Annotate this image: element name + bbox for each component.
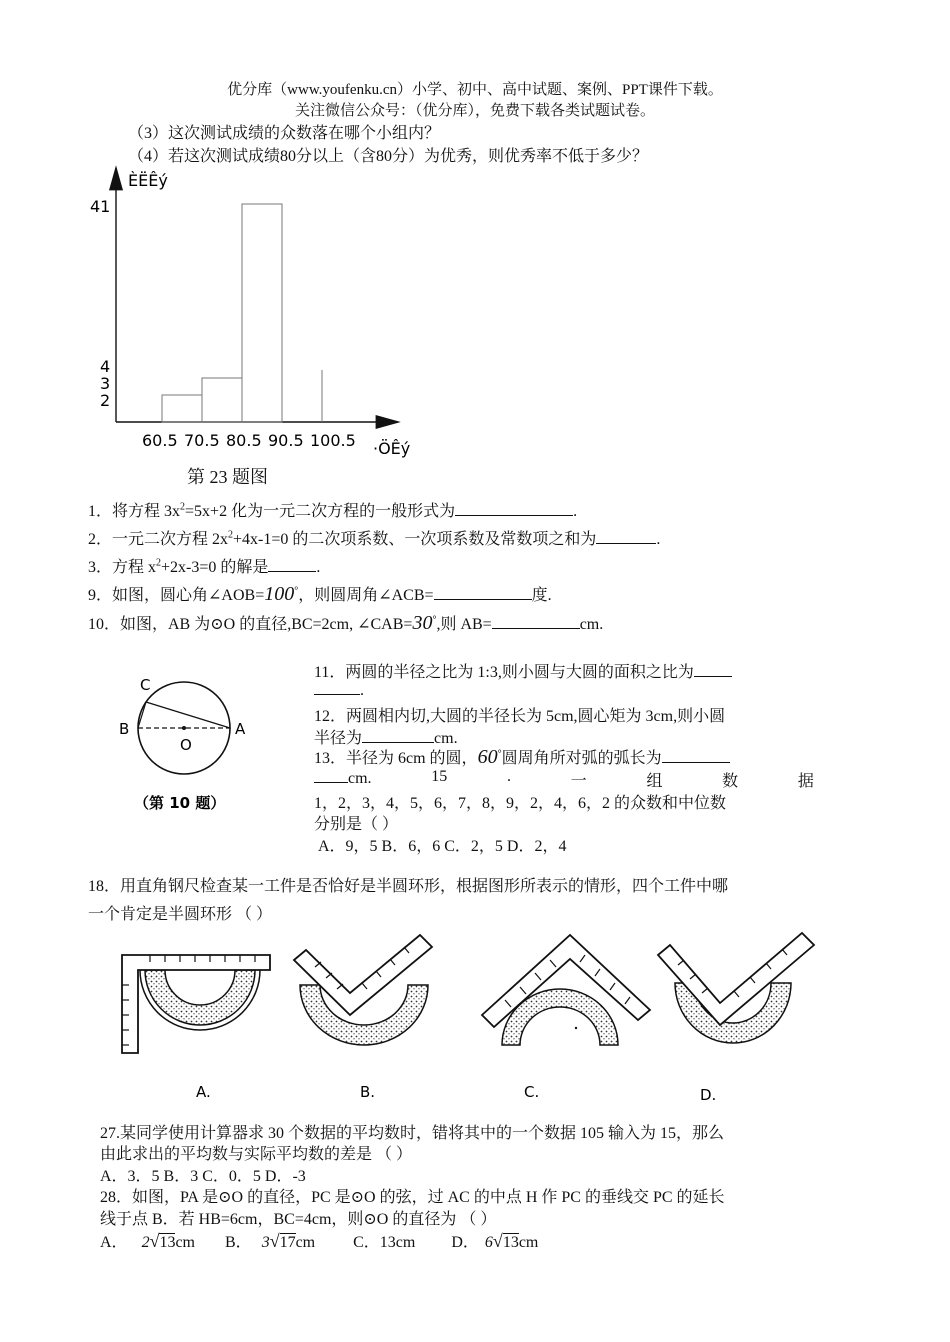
- header-line-1: 优分库（www.youfenku.cn）小学、初中、高中试题、案例、PPT课件下载。: [227, 82, 723, 98]
- histogram-bar: [162, 395, 202, 422]
- y-axis-label: ÈËÊý: [128, 171, 168, 190]
- histogram-bar: [202, 378, 242, 422]
- question-2: 2．一元二次方程 $2x^2+4x-1=0$ 的二次项系数、一次项系数及常数项之和为 .: [88, 529, 661, 548]
- q23-caption: 第 23 题图: [187, 467, 268, 487]
- y-tick-label: 4: [100, 357, 111, 376]
- answer-blank[interactable]: [434, 585, 532, 600]
- figure-18-workpieces: [110, 925, 830, 1110]
- question-27-cont: 由此求出的平均数与实际平均数的差是 （ ）: [100, 1146, 413, 1163]
- q23-sub3: （3）这次测试成绩的众数落在哪个小组内？: [128, 125, 441, 142]
- answer-blank[interactable]: [662, 748, 730, 763]
- question-28-options: A． 2√13cm B． 3√17cm C．13cm D． 6√13cm: [100, 1231, 539, 1251]
- histogram-bar: [242, 204, 282, 422]
- figure-10-caption: （第 10 题）: [134, 794, 226, 812]
- workpiece-c: [482, 935, 650, 1045]
- x-tick-label: 100.5: [310, 431, 356, 450]
- question-28: 28．如图，PA 是⊙O 的直径，PC 是⊙O 的弦，过 AC 的中点 H 作 PC 的垂线交 PC 的延长: [100, 1189, 725, 1206]
- question-15-line-1: cm. 15 . 一 组 数 据: [314, 768, 814, 791]
- answer-blank[interactable]: [694, 662, 732, 677]
- center-point: [182, 726, 186, 730]
- x-axis-label: ·ÖÊý: [373, 439, 411, 458]
- question-3: 3．方程 $x^2+2x-3=0$ 的解是 .: [88, 557, 321, 576]
- x-tick-label: 60.5: [142, 431, 178, 450]
- header-line-2: 关注微信公众号：（优分库），免费下载各类试题试卷。: [294, 103, 655, 119]
- question-27-options: A．3．5 B．3 C．0．5 D．-3: [100, 1168, 306, 1185]
- histogram-chart: [80, 160, 430, 465]
- label-c: C: [140, 676, 151, 694]
- question-15-line-2: 1，2，3，4，5，6，7，8，9，2，4，6，2 的众数和中位数: [314, 795, 727, 812]
- answer-blank[interactable]: [492, 614, 580, 629]
- label-b: B: [119, 720, 130, 738]
- answer-blank[interactable]: [268, 557, 316, 572]
- answer-blank[interactable]: [362, 728, 434, 743]
- answer-blank[interactable]: [314, 768, 348, 783]
- y-tick-label: 3: [100, 374, 111, 393]
- question-12: 12．两圆相内切,大圆的半径长为 5cm,圆心矩为 3cm,则小圆: [314, 708, 726, 725]
- label-option-a: A.: [196, 1083, 211, 1101]
- question-1: 1．将方程 $3x^2=5x+2$ 化为一元二次方程的一般形式为 .: [88, 501, 578, 520]
- question-15-line-3: 分别是（ ）: [314, 816, 399, 833]
- sqrt-expression-d: 6√13: [484, 1231, 519, 1251]
- question-9: 9．如图，圆心角∠AOB=100°，则圆周角∠ACB= 度.: [88, 583, 552, 605]
- question-15-options: A．9，5 B．6，6 C．2，5 D．2，4: [318, 838, 567, 855]
- question-11-cont: .: [314, 680, 364, 700]
- workpiece-d: [658, 933, 814, 1043]
- question-13: 13．半径为 6cm 的圆，60°圆周角所对弧的弧长为: [314, 745, 730, 769]
- answer-blank[interactable]: [596, 529, 656, 544]
- label-option-c: C.: [524, 1083, 540, 1101]
- x-tick-label: 80.5: [226, 431, 262, 450]
- sqrt-expression-b: 3√17: [261, 1231, 296, 1251]
- label-a: A: [235, 720, 246, 738]
- question-10: 10．如图，AB 为⊙O 的直径,BC=2cm, ∠CAB=30°,则 AB= cm.: [88, 612, 604, 634]
- sqrt-expression-a: 2√13: [141, 1231, 176, 1251]
- y-tick-label: 41: [90, 197, 111, 216]
- label-option-b: B.: [360, 1083, 376, 1101]
- question-12-cont: 半径为 cm.: [314, 730, 458, 747]
- question-28-cont: 线于点 B．若 HB=6cm，BC=4cm，则⊙O 的直径为 （ ）: [100, 1211, 497, 1228]
- x-tick-label: 70.5: [184, 431, 220, 450]
- workpiece-b: [294, 935, 432, 1045]
- workpiece-a: [122, 955, 270, 1053]
- question-18: 18．用直角钢尺检查某一工件是否恰好是半圆环形，根据图形所表示的情形，四个工件中哪: [88, 878, 729, 895]
- question-27: 27.某同学使用计算器求 30 个数据的平均数时，错将其中的一个数据 105 输入为 15，那么: [100, 1125, 725, 1142]
- q23-sub4: （4）若这次测试成绩80分以上（含80分）为优秀，则优秀率不低于多少？: [128, 148, 649, 165]
- figure-10-circle: [110, 668, 260, 818]
- label-o: O: [180, 736, 192, 754]
- label-option-d: D.: [700, 1086, 717, 1104]
- answer-blank[interactable]: [455, 501, 573, 516]
- answer-blank[interactable]: [314, 680, 360, 695]
- y-tick-label: 2: [100, 391, 111, 410]
- question-18-cont: 一个肯定是半圆环形 （ ）: [88, 906, 273, 923]
- x-tick-label: 90.5: [268, 431, 304, 450]
- question-11: 11．两圆的半径之比为 1:3,则小圆与大圆的面积之比为: [314, 659, 732, 682]
- chord-ca: [146, 702, 230, 728]
